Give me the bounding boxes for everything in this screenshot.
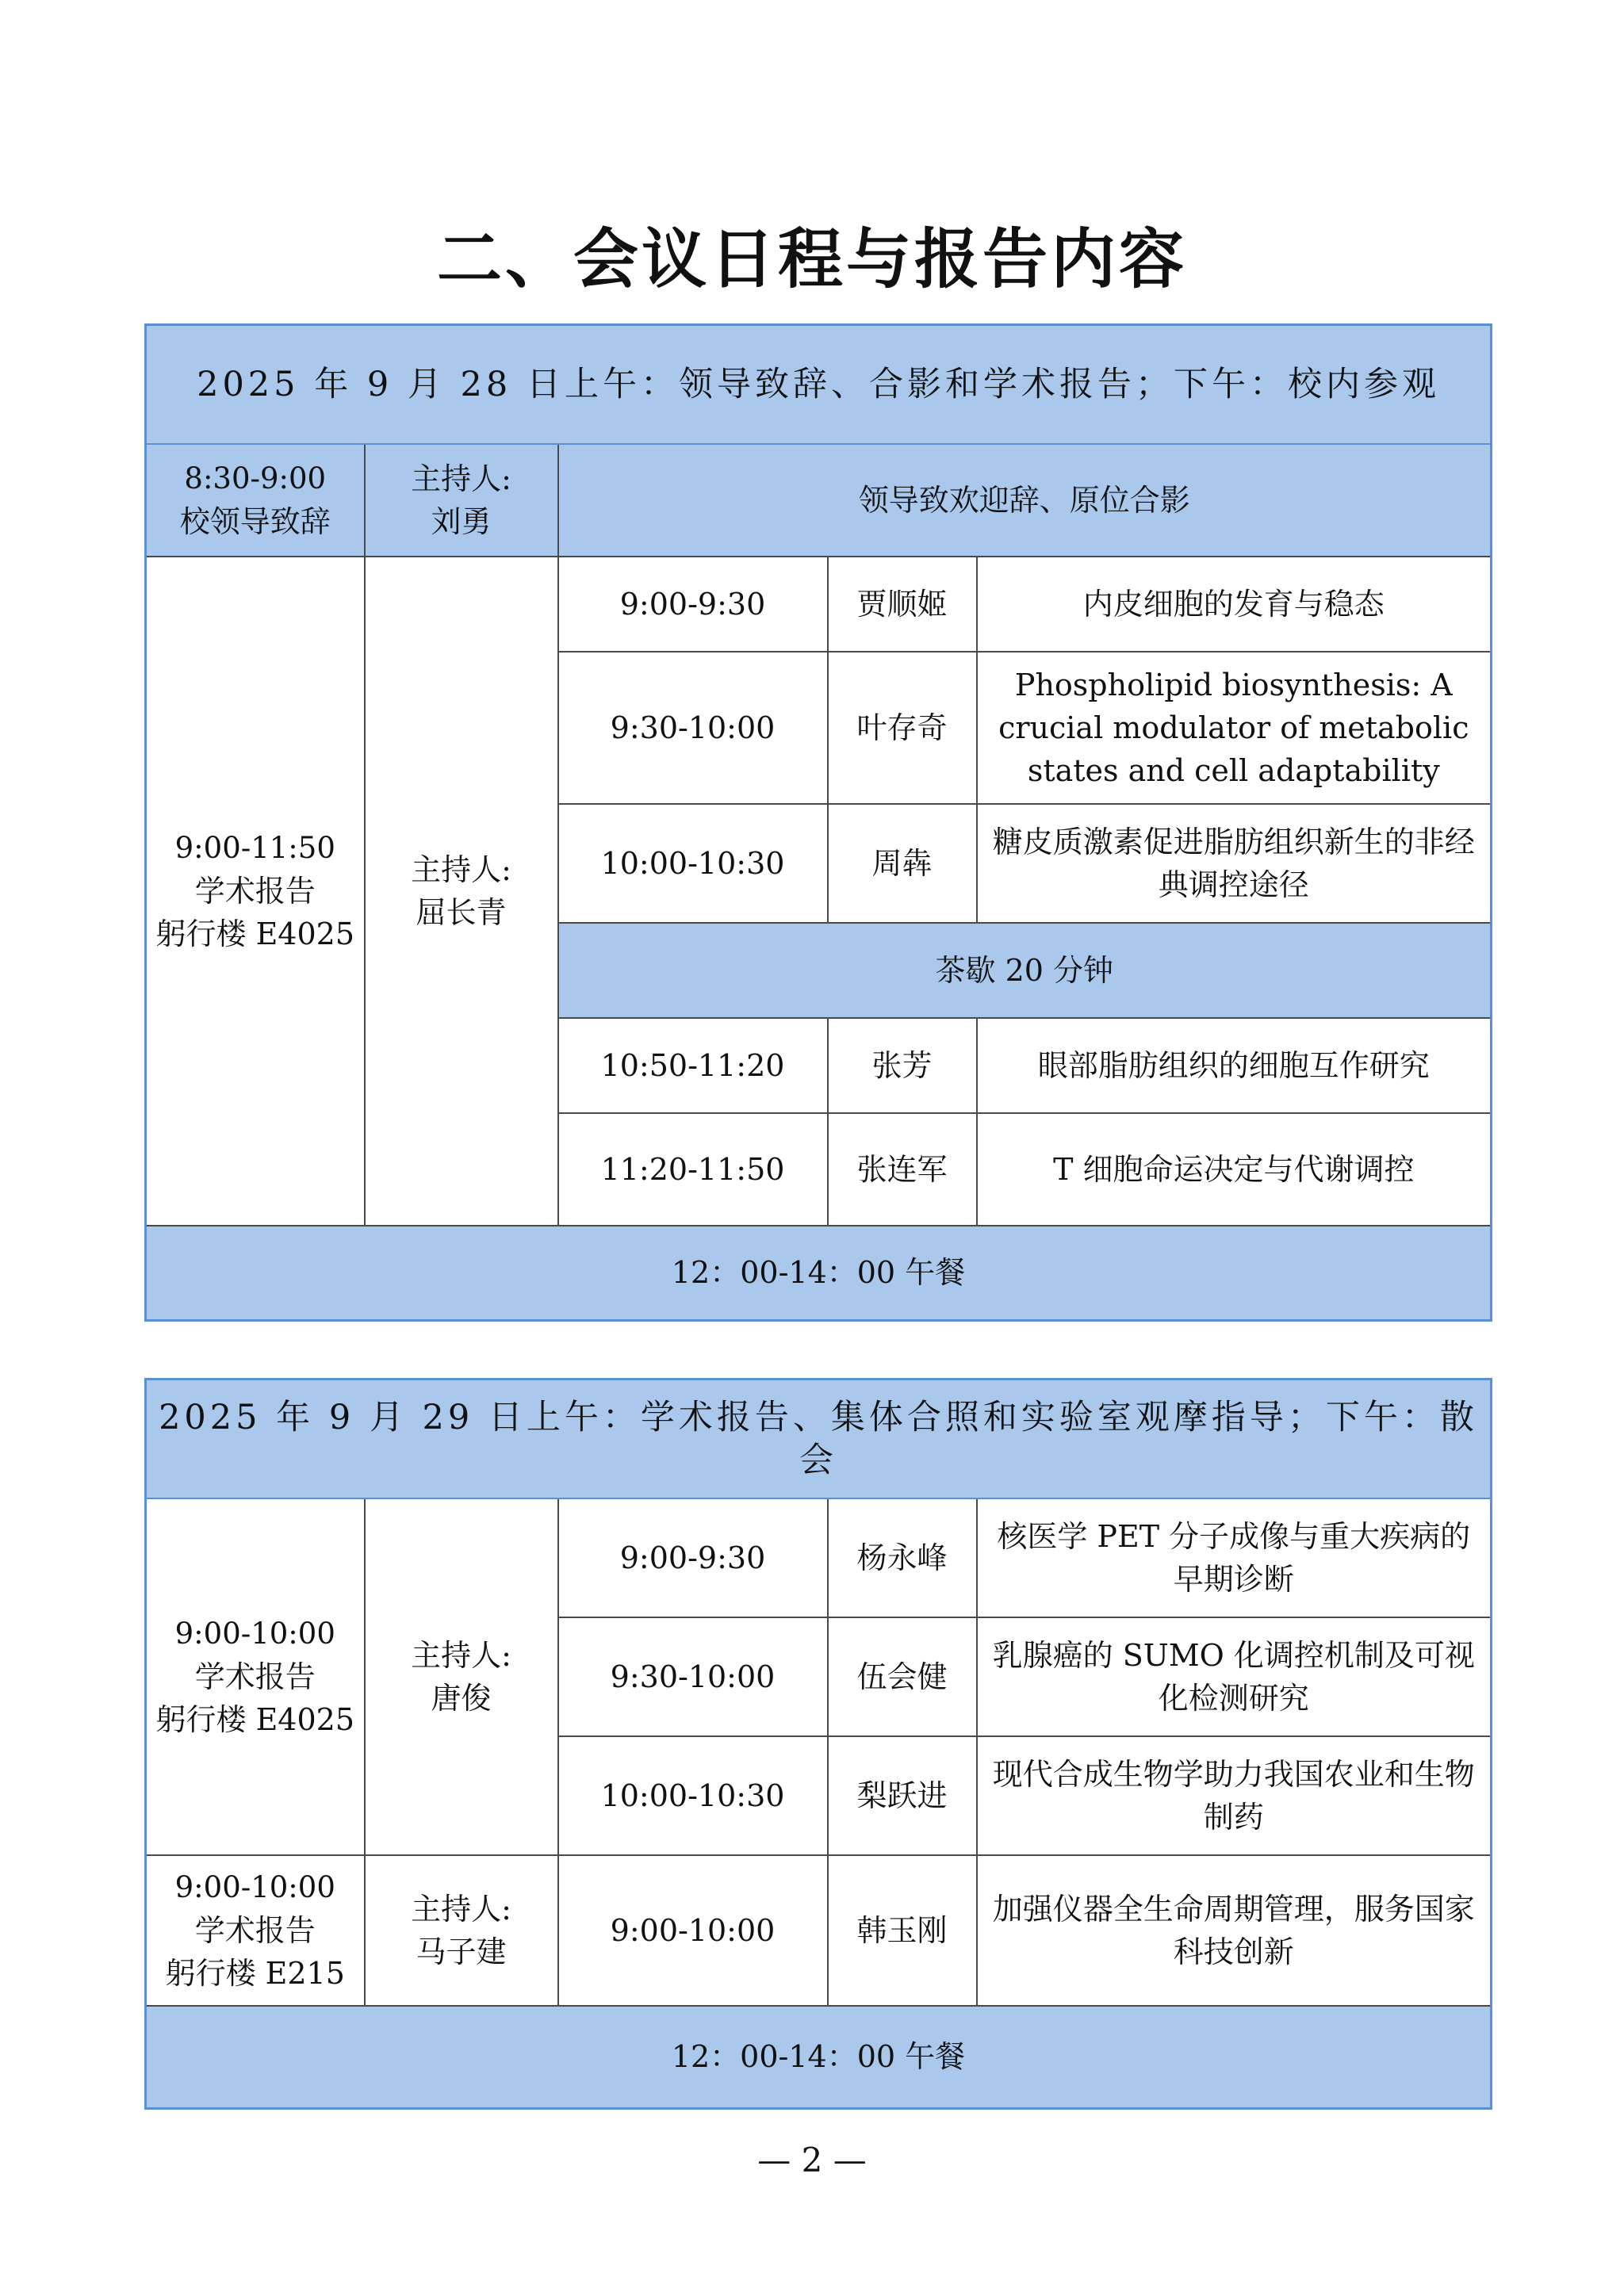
session-time: 9:00-11:50	[174, 830, 335, 865]
day2-header-row	[146, 1380, 1492, 1498]
talk-speaker: 贾顺姬	[828, 557, 977, 652]
talk-speaker: 梨跃进	[828, 1736, 977, 1855]
page-number: — 2 —	[757, 2141, 867, 2179]
session2-host-label: 主持人:	[411, 1891, 511, 1927]
opening-label: 校领导致辞	[179, 503, 331, 539]
session1-host-label: 主持人:	[411, 1637, 511, 1673]
day2-lunch: 12：00-14：00 午餐	[146, 2006, 1492, 2109]
talk-topic: 加强仪器全生命周期管理，服务国家科技创新	[977, 1855, 1492, 2006]
session2-host: 马子建	[416, 1934, 507, 1969]
session1-venue: 躬行楼 E4025	[155, 1701, 355, 1737]
talk-topic: 现代合成生物学助力我国农业和生物制药	[977, 1736, 1492, 1855]
session1-host: 唐俊	[431, 1680, 492, 1716]
lunch-row	[146, 1226, 1492, 1321]
talk-time: 10:00-10:30	[558, 1736, 828, 1855]
lunch-row	[146, 2006, 1492, 2109]
session2-host-cell	[365, 1855, 558, 2006]
day1-opening-row	[146, 444, 1492, 557]
table-row	[146, 1855, 1492, 2006]
opening-host: 刘勇	[431, 503, 492, 539]
opening-host-cell	[365, 444, 558, 557]
day2-header: 2025 年 9 月 29 日上午：学术报告、集体合照和实验室观摩指导；下午：散会	[146, 1380, 1492, 1498]
day1-lunch: 12：00-14：00 午餐	[146, 1226, 1492, 1321]
talk-topic: Phospholipid biosynthesis: A crucial modulator of metabolic states and cell adaptability	[977, 652, 1492, 804]
talk-speaker: 韩玉刚	[828, 1855, 977, 2006]
session1-time-cell	[146, 1498, 365, 1855]
talk-topic: 乳腺癌的 SUMO 化调控机制及可视化检测研究	[977, 1617, 1492, 1736]
talk-time: 9:30-10:00	[558, 1617, 828, 1736]
talk-speaker: 叶存奇	[828, 652, 977, 804]
talk-topic: 眼部脂肪组织的细胞互作研究	[977, 1018, 1492, 1113]
day1-header-row	[146, 325, 1492, 444]
talk-time: 9:00-10:00	[558, 1855, 828, 2006]
talk-topic: 糖皮质激素促进脂肪组织新生的非经典调控途径	[977, 804, 1492, 923]
session-venue: 躬行楼 E4025	[155, 916, 355, 951]
session2-label: 学术报告	[194, 1912, 316, 1948]
talk-speaker: 周犇	[828, 804, 977, 923]
session1-time: 9:00-10:00	[174, 1616, 335, 1651]
page-title: 二、会议日程与报告内容	[436, 222, 1187, 297]
session2-venue: 躬行楼 E215	[165, 1955, 345, 1991]
talk-time: 11:20-11:50	[558, 1113, 828, 1226]
session-host-cell	[365, 557, 558, 1226]
talk-speaker: 张连军	[828, 1113, 977, 1226]
talk-time: 10:00-10:30	[558, 804, 828, 923]
session-host-label: 主持人:	[411, 851, 511, 887]
talk-speaker: 伍会健	[828, 1617, 977, 1736]
session1-label: 学术报告	[194, 1659, 316, 1694]
talk-topic: 核医学 PET 分子成像与重大疾病的早期诊断	[977, 1498, 1492, 1617]
talk-topic: T 细胞命运决定与代谢调控	[977, 1113, 1492, 1226]
session-label: 学术报告	[194, 873, 316, 909]
talk-time: 9:00-9:30	[558, 1498, 828, 1617]
session-time-cell	[146, 557, 365, 1226]
session-host: 屈长青	[416, 894, 507, 930]
day1-schedule-table	[144, 323, 1492, 1322]
talk-speaker: 杨永峰	[828, 1498, 977, 1617]
table-row	[146, 557, 1492, 652]
day1-header: 2025 年 9 月 28 日上午：领导致辞、合影和学术报告；下午：校内参观	[146, 325, 1492, 444]
tea-break: 茶歇 20 分钟	[558, 923, 1492, 1018]
opening-host-label: 主持人:	[411, 461, 511, 496]
talk-topic: 内皮细胞的发育与稳态	[977, 557, 1492, 652]
opening-time: 8:30-9:00	[184, 461, 327, 496]
session2-time-cell	[146, 1855, 365, 2006]
day2-schedule-table	[144, 1378, 1492, 2110]
opening-time-cell	[146, 444, 365, 557]
table-row	[146, 1498, 1492, 1617]
talk-time: 10:50-11:20	[558, 1018, 828, 1113]
opening-content: 领导致欢迎辞、原位合影	[558, 444, 1492, 557]
session2-time: 9:00-10:00	[174, 1869, 335, 1904]
talk-time: 9:00-9:30	[558, 557, 828, 652]
talk-speaker: 张芳	[828, 1018, 977, 1113]
talk-time: 9:30-10:00	[558, 652, 828, 804]
session1-host-cell	[365, 1498, 558, 1855]
